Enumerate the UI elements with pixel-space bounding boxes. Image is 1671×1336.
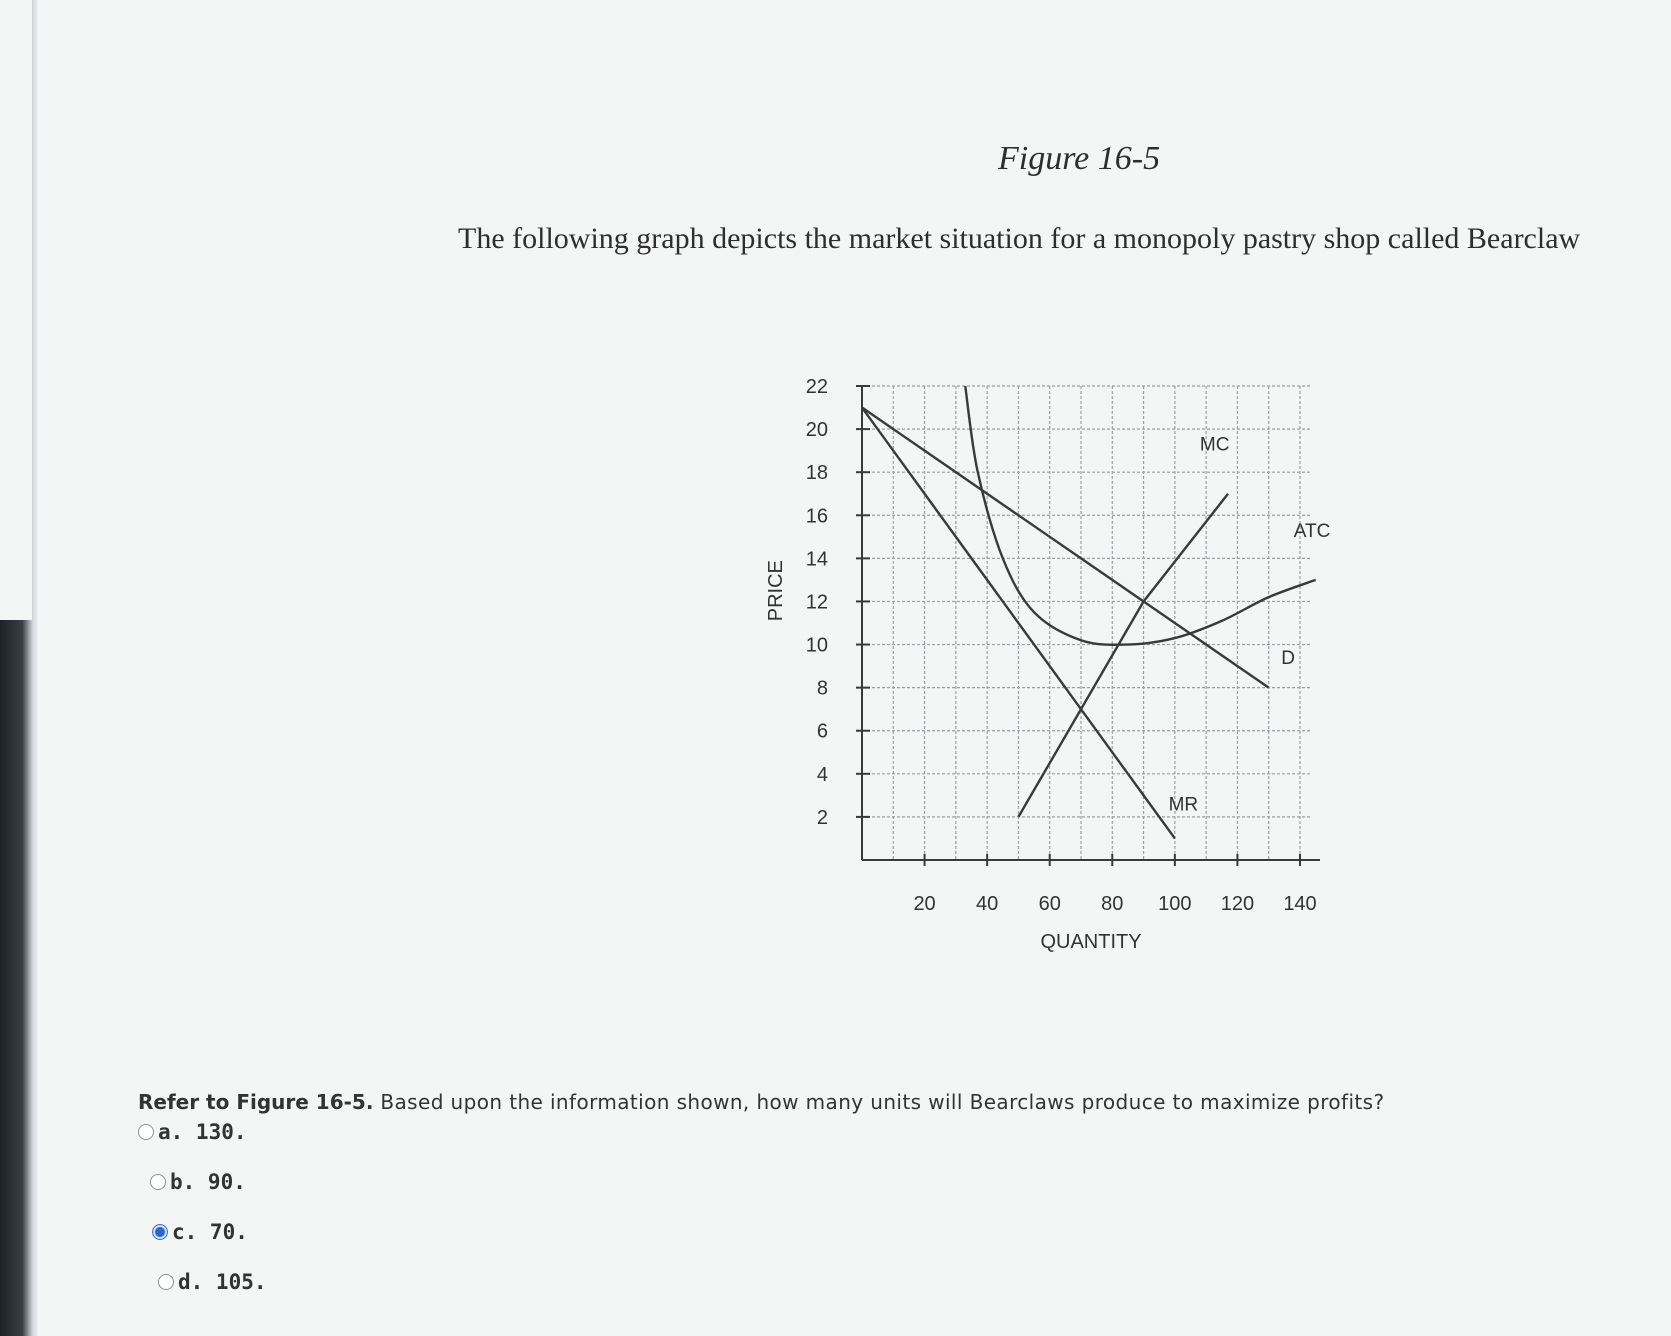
x-tick-label: 120 — [1220, 893, 1255, 915]
question-body: Based upon the information shown, how many units will Bearclaws produce to maximize profits? — [380, 1090, 1385, 1114]
y-tick-label: 20 — [805, 419, 828, 442]
y-axis-title: PRICE — [765, 560, 787, 622]
answer-label: d. 105. — [178, 1270, 267, 1294]
series-label-mc: MC — [1199, 434, 1230, 456]
x-tick-label: 100 — [1158, 893, 1192, 915]
series-label-atc: ATC — [1293, 520, 1331, 542]
series-label-d: D — [1281, 647, 1295, 669]
y-tick-label: 6 — [816, 720, 828, 743]
y-tick-label: 14 — [805, 548, 828, 571]
y-tick-label: 8 — [816, 677, 828, 700]
chart-axes — [856, 386, 1320, 866]
monopoly-chart — [740, 350, 1400, 970]
monitor-bezel — [0, 620, 32, 1336]
series-label-mr: MR — [1168, 794, 1199, 816]
x-tick-label: 40 — [976, 893, 999, 915]
y-tick-label: 2 — [816, 806, 828, 829]
y-tick-label: 18 — [805, 462, 828, 485]
y-tick-label: 16 — [805, 505, 828, 528]
answer-option-c[interactable] — [152, 1220, 248, 1244]
y-tick-label: 12 — [805, 591, 828, 614]
answer-option-b[interactable] — [150, 1170, 246, 1194]
radio-button-selected[interactable] — [152, 1224, 168, 1240]
x-tick-label: 80 — [1101, 893, 1124, 915]
x-axis-title: QUANTITY — [1040, 931, 1142, 953]
figure-description: The following graph depicts the market situation for a monopoly pastry shop called Bearclaw — [458, 222, 1581, 255]
x-tick-label: 60 — [1038, 893, 1061, 915]
x-tick-label: 20 — [913, 893, 936, 915]
answer-option-d[interactable] — [158, 1270, 267, 1294]
x-tick-label: 140 — [1283, 893, 1317, 915]
question-text — [138, 1090, 1385, 1114]
radio-button[interactable] — [158, 1274, 174, 1290]
figure-title: Figure 16-5 — [998, 140, 1161, 177]
y-tick-label: 10 — [805, 634, 828, 657]
answer-label: a. 130. — [158, 1120, 247, 1144]
y-tick-label: 4 — [816, 763, 828, 786]
y-tick-label: 22 — [805, 376, 828, 398]
chart-series — [862, 386, 1316, 838]
chart-grid — [862, 386, 1310, 860]
answer-label: c. 70. — [172, 1220, 248, 1244]
answer-option-a[interactable] — [138, 1120, 247, 1144]
page-edge — [32, 0, 38, 1336]
radio-button[interactable] — [150, 1174, 166, 1190]
radio-button[interactable] — [138, 1124, 154, 1140]
answer-label: b. 90. — [170, 1170, 246, 1194]
question-ref: Refer to Figure 16-5. — [138, 1090, 374, 1114]
